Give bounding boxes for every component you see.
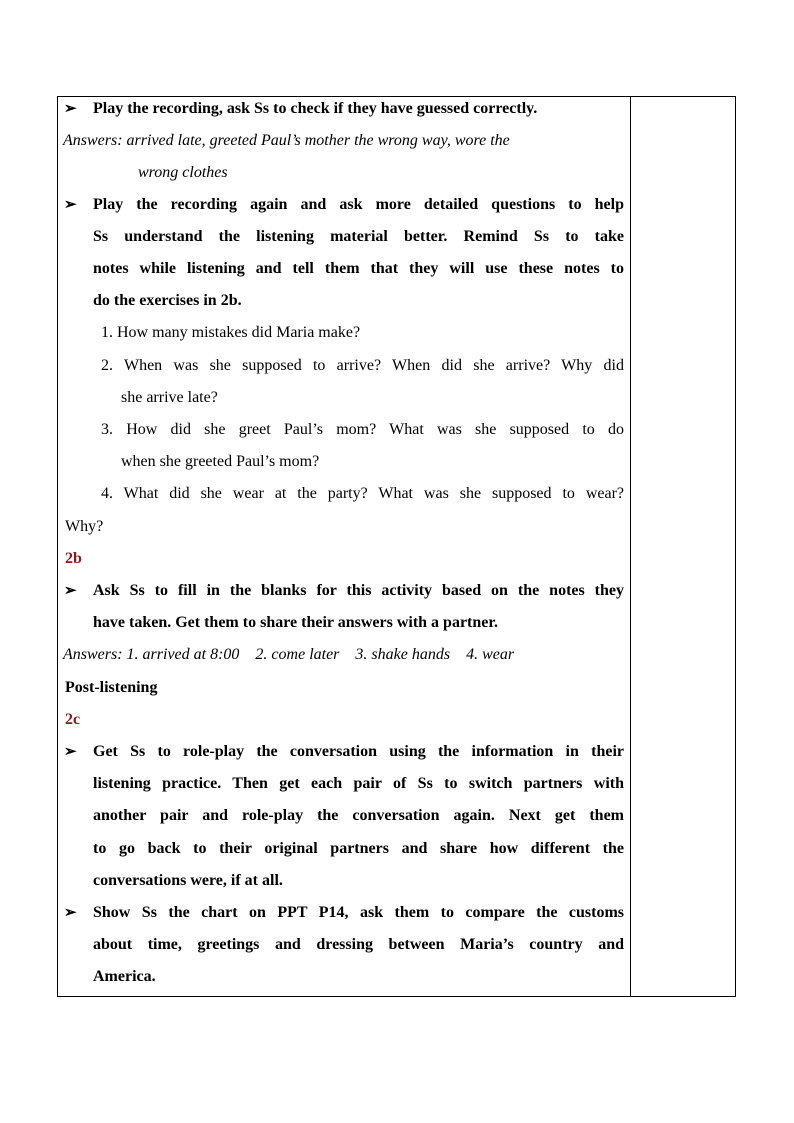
bullet-arrow-icon: ➢ [64, 197, 77, 213]
bullet-fill-blanks-l2: have taken. Get them to share their answers with a partner. [93, 614, 499, 631]
question-3-l1: 3. How did she greet Paul’s mom? What was she supposed to do [101, 421, 624, 438]
question-4-l2: Why? [65, 518, 104, 535]
answers-2b: Answers: 1. arrived at 8:00 2. come later 3. shake hands 4. wear [63, 646, 515, 663]
heading-post-listening: Post-listening [65, 679, 158, 696]
bullet-play-again-l4: do the exercises in 2b. [93, 292, 242, 309]
question-4-l1: 4. What did she wear at the party? What was she supposed to wear? [101, 485, 624, 502]
answers-line-2: wrong clothes [138, 164, 228, 181]
bullet-chart-l2: about time, greetings and dressing between Maria’s country and [93, 936, 624, 953]
bullet-role-play-l3: another pair and role-play the conversation again. Next get them [93, 807, 624, 824]
bullet-role-play-l1: Get Ss to role-play the conversation using the information in their [93, 743, 624, 760]
bullet-play-recording: Play the recording, ask Ss to check if they have guessed correctly. [93, 100, 538, 117]
bullet-fill-blanks-l1: Ask Ss to fill in the blanks for this activity based on the notes they [93, 582, 624, 599]
answers-line-1: Answers: arrived late, greeted Paul’s mother the wrong way, wore the [63, 132, 510, 149]
bullet-play-again-l1: Play the recording again and ask more detailed questions to help [93, 196, 624, 213]
column-divider [630, 97, 631, 996]
bullet-arrow-icon: ➢ [64, 905, 77, 921]
bullet-play-again-l2: Ss understand the listening material better. Remind Ss to take [93, 228, 624, 245]
heading-2b: 2b [65, 550, 82, 567]
bullet-arrow-icon: ➢ [64, 744, 77, 760]
question-1: 1. How many mistakes did Maria make? [101, 324, 361, 341]
bullet-play-again-l3: notes while listening and tell them that they will use these notes to [93, 260, 624, 277]
question-3-l2: when she greeted Paul’s mom? [121, 453, 320, 470]
bullet-role-play-l5: conversations were, if at all. [93, 872, 283, 889]
bullet-role-play-l2: listening practice. Then get each pair of Ss to switch partners with [93, 775, 624, 792]
bullet-chart-l1: Show Ss the chart on PPT P14, ask them to compare the customs [93, 904, 624, 921]
question-2-l1: 2. When was she supposed to arrive? When did she arrive? Why did [101, 357, 624, 374]
question-2-l2: she arrive late? [121, 389, 218, 406]
bullet-arrow-icon: ➢ [64, 583, 77, 599]
bullet-role-play-l4: to go back to their original partners and share how different the [93, 840, 624, 857]
bullet-chart-l3: America. [93, 968, 156, 985]
heading-2c: 2c [65, 711, 81, 728]
bullet-arrow-icon: ➢ [64, 101, 77, 117]
lesson-table [57, 96, 736, 997]
